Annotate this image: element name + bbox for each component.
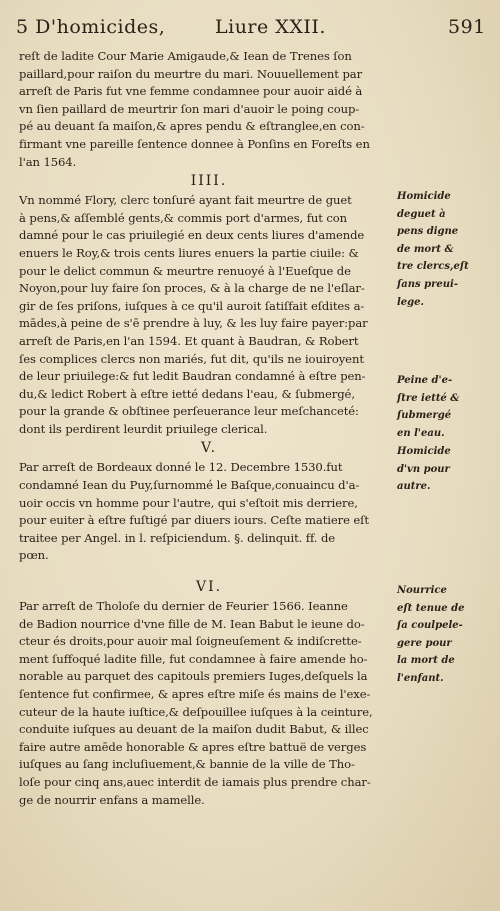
text-line: damné pour le cas priuilegié en deux cents liures d'amende [19,228,365,243]
text-line: reſt de ladite Cour Marie Amigaude,& Iean de Trenes ſon [19,49,352,63]
text-line: enuers le Roy,& trois cents liures enuers la partie ciuile: & [19,245,359,260]
text-line: arreſt de Paris fut vne femme condamnee pour auoir aidé à [19,84,363,99]
section-5-text [19,459,399,565]
section-4-text [19,192,399,438]
margin-line: Nourrice [397,585,447,596]
section-6-text [19,598,399,809]
margin-line: deguet à [397,208,446,220]
text-line: de Badion nourrice d'vne fille de M. Iean Babut le ieune do- [19,616,365,631]
text-line: ge de nourrir enfans a mamelle. [19,792,205,807]
text-line: faire autre amēde honorable & apres eſtre battuë de verges [19,739,367,754]
text-line: paillard,pour raiſon du meurtre du mari. Nouuellement par [19,66,363,81]
text-line: Par arreſt de Bordeaux donné le 12. Decembre 1530.fut [19,460,343,475]
margin-line: tre clercs,eſt [397,261,469,273]
spacer [19,565,399,577]
main-text [19,48,399,809]
text-line: ment ſuffoqué ladite fille, fut condamnee à faire amende ho- [19,651,368,666]
section-number-4: IIII. [190,173,228,190]
text-line: pour le delict commun & meurtre renuoyé à l'Eueſque de [19,263,351,278]
margin-line: Peine d'e- [397,375,453,386]
text-line: pé au deuant ſa maiſon,& apres pendu & eſtranglee,en con- [19,119,365,134]
text-line: ſes complices clercs non mariés, fut dit, qu'ils ne iouiroyent [19,351,364,366]
header-left: 5 D'homicides, [16,16,166,38]
margin-line: Homicide [397,446,451,457]
text-line: traitee per Angel. in l. reſpiciendum. §. delinquit. ff. de [19,530,336,545]
margin-line: gere pour [397,637,452,649]
text-line: pœn. [19,548,49,563]
text-line: mādes,à peine de s'ē prendre à luy, & les luy faire payer:par [19,316,368,331]
margin-line: en l'eau. [397,427,445,439]
margin-line: ſtre ietté & [397,392,460,404]
margin-note-homicide-guet [397,188,497,311]
margin-line: pens digne [397,226,459,238]
text-line: loſe pour cinq ans,auec interdit de iamais plus prendre char- [19,774,371,789]
text-line: cuteur de la haute iuſtice,& deſpouillee iuſques à la ceinture, [19,704,373,719]
margin-line: ſubmergé [397,410,452,422]
margin-line: l'enfant. [397,672,444,684]
text-line: du,& ledict Robert à eſtre ietté dedans l'eau, & ſubmergé, [19,386,355,401]
margin-line: d'vn pour [397,463,450,475]
text-line: à pens,& aſſemblé gents,& commis port d'armes, fut con [19,210,348,225]
text-line: conduite iuſques au deuant de la maiſon dudit Babut, & illec [19,722,369,737]
text-line: arreſt de Paris,en l'an 1594. Et quant à Baudran, & Robert [19,333,359,348]
section-number-6: VI. [195,579,223,596]
text-line: firmant vne pareille ſentence donnee à Ponſins en Foreſts en [19,136,370,151]
margin-line: autre. [397,481,431,493]
text-line: de leur priuilege:& fut ledit Baudran condamné à eſtre pen- [19,369,366,384]
text-line: cteur és droits,pour auoir mal ſoigneuſement & indiſcrette- [19,634,362,649]
margin-line: la mort de [397,655,455,667]
margin-note-nourrice [397,582,497,688]
running-header [16,16,486,42]
text-line: uoir occis vn homme pour l'autre, qui s'eſtoit mis derriere, [19,495,358,510]
text-line: pour euiter à eſtre fuſtigé par diuers iours. Ceſte matiere eſt [19,513,369,528]
text-line: condamné Iean du Puy,ſurnommé le Baſque,conuaincu d'a- [19,478,360,493]
margin-note-peine [397,372,497,442]
text-line: vn ſien paillard de meurtrir ſon mari d'auoir le poing coup- [19,101,360,116]
section-number-5: V. [200,440,218,457]
text-line: pour la grande & obſtinee perſeuerance leur meſchanceté: [19,404,359,419]
margin-line: lege. [397,296,424,308]
text-line: iuſques au ſang incluſiuement,& bannie de la ville de Tho- [19,757,355,772]
text-line: gir de ſes priſons, iuſques à ce qu'il auroit ſatiſfait eſdites a- [19,298,365,313]
text-line: norable au parquet des capitouls premiers Iuges,deſquels la [19,669,368,684]
margin-line: ſans preui- [397,278,459,290]
header-center: Liure XXII. [215,16,326,38]
text-line: Vn nommé Flory, clerc tonſuré ayant fait meurtre de guet [19,193,352,208]
margin-line: ſa coulpele- [397,620,463,632]
text-line: l'an 1564. [19,154,77,169]
margin-line: eſt tenue de [397,602,465,614]
margin-line: Homicide [397,191,451,202]
paragraph-continued [19,48,399,171]
page-number: 591 [448,16,486,38]
text-line: Noyon,pour luy faire ſon proces, & à la charge de ne l'eſlar- [19,281,365,296]
text-line: Par arreſt de Tholoſe du dernier de Feurier 1566. Ieanne [19,599,348,614]
text-line: dont ils perdirent leurdit priuilege clerical. [19,421,268,436]
text-line: ſentence fut confirmee, & apres eſtre miſe és mains de l'exe- [19,687,371,701]
margin-note-homicide-autre [397,443,497,496]
margin-line: de mort & [397,243,454,255]
